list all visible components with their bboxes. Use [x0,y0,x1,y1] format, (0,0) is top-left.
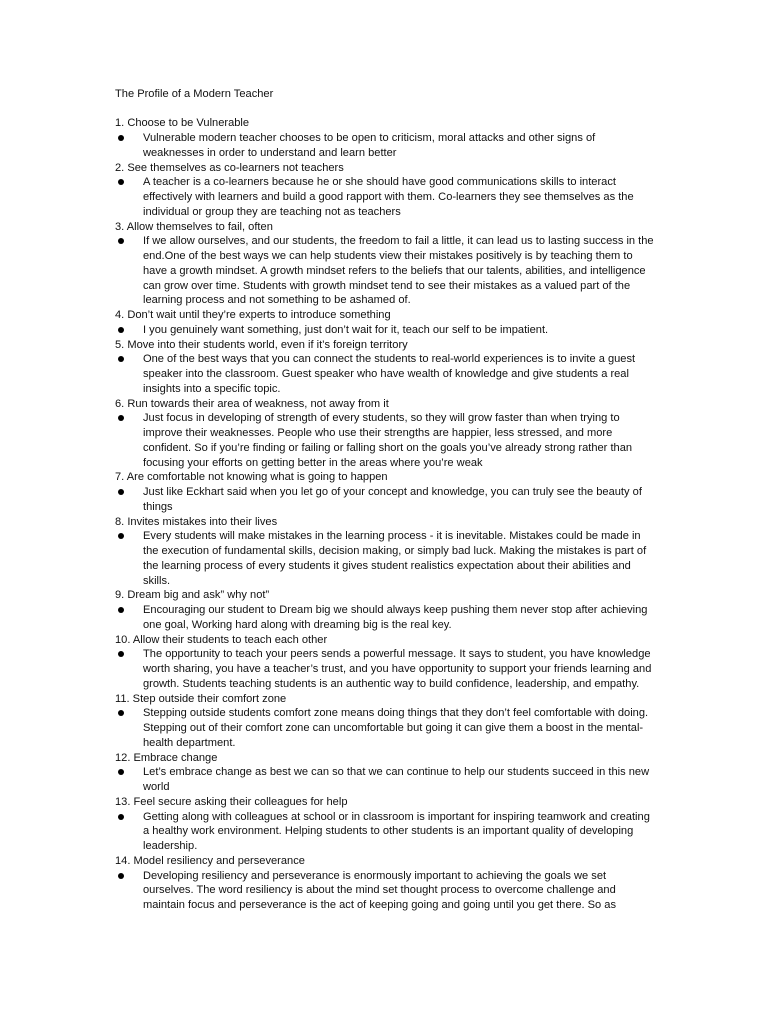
bullet-icon [118,710,124,716]
bullet-icon [118,873,124,879]
bullet-item [115,485,655,515]
bullet-text: Encouraging our student to Dream big we should always keep pushing them never stop after achieving one goal, Working hard along with dreaming big is the real key. [143,604,648,631]
bullet-text: Every students will make mistakes in the learning process - it is inevitable. Mistakes could be made in the execution of fundamental skills, decision making, or simply bad luck. Making the mistakes is part of the learning process of every students it gives student realistics expectation about their abilities and skills. [143,530,647,587]
bullet-item [115,765,655,795]
section-heading: 1. Choose to be Vulnerable [115,117,250,130]
section [115,751,655,795]
bullet-item [115,131,655,161]
section-heading: 13. Feel secure asking their colleagues for help [115,795,348,808]
section-heading: 8. Invites mistakes into their lives [115,515,278,528]
section-heading: 4. Don’t wait until they’re experts to introduce something [115,309,391,321]
section-heading: 11. Step outside their comfort zone [115,692,287,705]
section-heading: 10. Allow their students to teach each other [115,633,328,646]
bullet-icon [118,238,124,244]
bullet-item [115,323,655,338]
bullet-text: Just focus in developing of strength of every students, so they will grow faster than when trying to improve their weaknesses. People who use their strengths are happier, less stressed, and more confident. So if you’re finding or failing or falling short on the goals you’ve already strong rather than focusing your efforts on getting better in the areas where you’re weak [143,412,633,469]
section [115,338,655,397]
bullet-item [115,529,655,588]
section [115,795,655,854]
bullet-item [115,810,655,854]
document-page [115,87,655,913]
section [115,161,655,220]
section [115,633,655,692]
bullet-text: If we allow ourselves, and our students, the freedom to fail a little, it can lead us to lasting success in the end.One of the best ways we can help students view their mistakes positively is by teaching them to have a growth mindset. A growth mindset refers to the beliefs that our talents, abilities, and intelligence can grow over time. Students with growth mindset tend to see their mistakes as a valued part of the learning process and not something to be ashamed of. [143,235,654,307]
bullet-item [115,411,655,470]
section [115,515,655,589]
bullet-icon [118,607,124,613]
bullet-icon [118,651,124,657]
section [115,588,655,632]
bullet-icon [118,769,124,775]
section [115,116,655,160]
bullet-text: Stepping outside students comfort zone means doing things that they don’t feel comfortable with doing. Stepping out of their comfort zone can uncomfortable but going it can give them a boost in the mental-health department. [143,707,649,749]
section-heading: 12. Embrace change [115,751,218,764]
bullet-icon [118,415,124,421]
bullet-item [115,647,655,691]
bullet-icon [118,327,124,333]
bullet-icon [118,179,124,185]
section-list [115,116,655,913]
section [115,308,655,338]
bullet-text: A teacher is a co-learners because he or she should have good communications skills to interact effectively with learners and build a good rapport with them. Co-learners they see themselves as the individual or group they are teaching not as teachers [143,176,634,218]
section-heading: 7. Are comfortable not knowing what is going to happen [115,471,388,484]
bullet-item [115,234,655,308]
bullet-icon [118,533,124,539]
section-heading: 14. Model resiliency and perseverance [115,854,305,867]
section [115,692,655,751]
bullet-icon [118,356,124,362]
bullet-icon [118,135,124,141]
bullet-icon [118,489,124,495]
bullet-icon [118,814,124,820]
section [115,470,655,514]
section-heading: 3. Allow themselves to fail, often [115,220,273,233]
section-heading: 5. Move into their students world, even if it’s foreign territory [115,338,408,351]
bullet-item [115,706,655,750]
section-heading: 6. Run towards their area of weakness, not away from it [115,397,389,410]
section [115,397,655,471]
document-title: The Profile of a Modern Teacher [115,88,274,100]
section-heading: 2. See themselves as co-learners not teachers [115,161,344,174]
bullet-item [115,352,655,396]
bullet-text: Getting along with colleagues at school or in classroom is important for inspiring teamwork and creating a healthy work environment. Helping students to other students is an important quality of developing leadership. [143,810,650,852]
section [115,854,655,913]
bullet-text: Let’s embrace change as best we can so that we can continue to help our students succeed in this new world [143,766,650,793]
bullet-text: One of the best ways that you can connect the students to real-world experiences is to invite a guest speaker into the classroom. Guest speaker who have wealth of knowledge and give students a real insights into a specific topic. [143,353,636,395]
bullet-item [115,869,655,913]
bullet-text: Just like Eckhart said when you let go of your concept and knowledge, you can truly see the beauty of things [143,486,642,513]
section-heading: 9. Dream big and ask” why not” [115,589,270,602]
bullet-text: Vulnerable modern teacher chooses to be open to criticism, moral attacks and other signs of weaknesses in order to understand and learn better [143,132,596,159]
bullet-text: The opportunity to teach your peers sends a powerful message. It says to student, you have knowledge worth sharing, you have a teacher’s trust, and you have opportunity to support your friends learning and growth. Students teaching students is an authentic way to build confidence, leadership, and empathy. [143,648,652,690]
bullet-item [115,175,655,219]
bullet-text: Developing resiliency and perseverance is enormously important to achieving the goals we set ourselves. The word resiliency is about the mind set thought process to overcome challenge and maintain focus and perseverance is the act of keeping going and going until you get there. So as [143,869,617,911]
bullet-item [115,603,655,633]
section [115,220,655,309]
bullet-text: I you genuinely want something, just don’t wait for it, teach our self to be impatient. [143,323,549,336]
